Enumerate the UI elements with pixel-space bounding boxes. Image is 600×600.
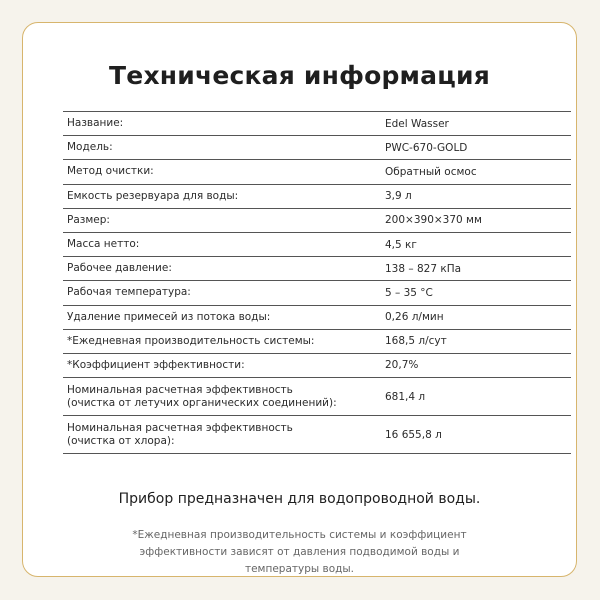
row-value: 4,5 кг	[385, 238, 417, 251]
row-value: 3,9 л	[385, 190, 412, 203]
row-label: Модель:	[67, 141, 113, 154]
table-row	[63, 257, 571, 281]
row-value: 200×390×370 мм	[385, 214, 482, 227]
table-row	[63, 330, 571, 354]
table-row	[63, 281, 571, 305]
row-label: Метод очистки:	[67, 165, 154, 178]
table-row	[63, 209, 571, 233]
row-label: Рабочее давление:	[67, 262, 172, 275]
row-label: Удаление примесей из потока воды:	[67, 310, 271, 323]
row-label: Номинальная расчетная эффективность (очистка от хлора):	[67, 421, 293, 447]
row-value: 20,7%	[385, 359, 419, 372]
footnote: *Ежедневная производительность системы и коэффициент эффективности зависят от давления подводимой воды и температуры воды.	[132, 529, 467, 575]
row-value: 168,5 л/сут	[385, 335, 447, 348]
row-value: 5 – 35 °С	[385, 286, 433, 299]
page-title: Техническая информация	[109, 61, 490, 90]
row-label: Масса нетто:	[67, 238, 140, 251]
row-value: 138 – 827 кПа	[385, 262, 462, 275]
table-row	[63, 112, 571, 136]
row-value: Edel Wasser	[385, 117, 449, 130]
table-row	[63, 378, 571, 416]
table-row	[63, 354, 571, 378]
row-value: 681,4 л	[385, 390, 426, 403]
row-label: *Ежедневная производительность системы:	[67, 334, 315, 347]
row-label: Название:	[67, 117, 124, 130]
row-value: Обратный осмос	[385, 165, 477, 178]
info-card	[22, 22, 577, 577]
table-row	[63, 306, 571, 330]
table-row	[63, 136, 571, 160]
row-value: 16 655,8 л	[385, 428, 442, 441]
row-value: 0,26 л/мин	[385, 311, 444, 324]
row-label: Номинальная расчетная эффективность (очистка от летучих органических соединений):	[67, 383, 337, 409]
table-row	[63, 160, 571, 184]
table-row	[63, 233, 571, 257]
table-row	[63, 416, 571, 454]
usage-note: Прибор предназначен для водопроводной воды.	[118, 491, 481, 507]
row-label: Размер:	[67, 213, 110, 226]
spec-table	[63, 111, 571, 454]
row-label: Емкость резервуара для воды:	[67, 189, 239, 202]
row-value: PWC-670-GOLD	[385, 141, 468, 154]
row-label: *Коэффициент эффективности:	[67, 358, 245, 371]
table-row	[63, 185, 571, 209]
row-label: Рабочая температура:	[67, 286, 191, 299]
